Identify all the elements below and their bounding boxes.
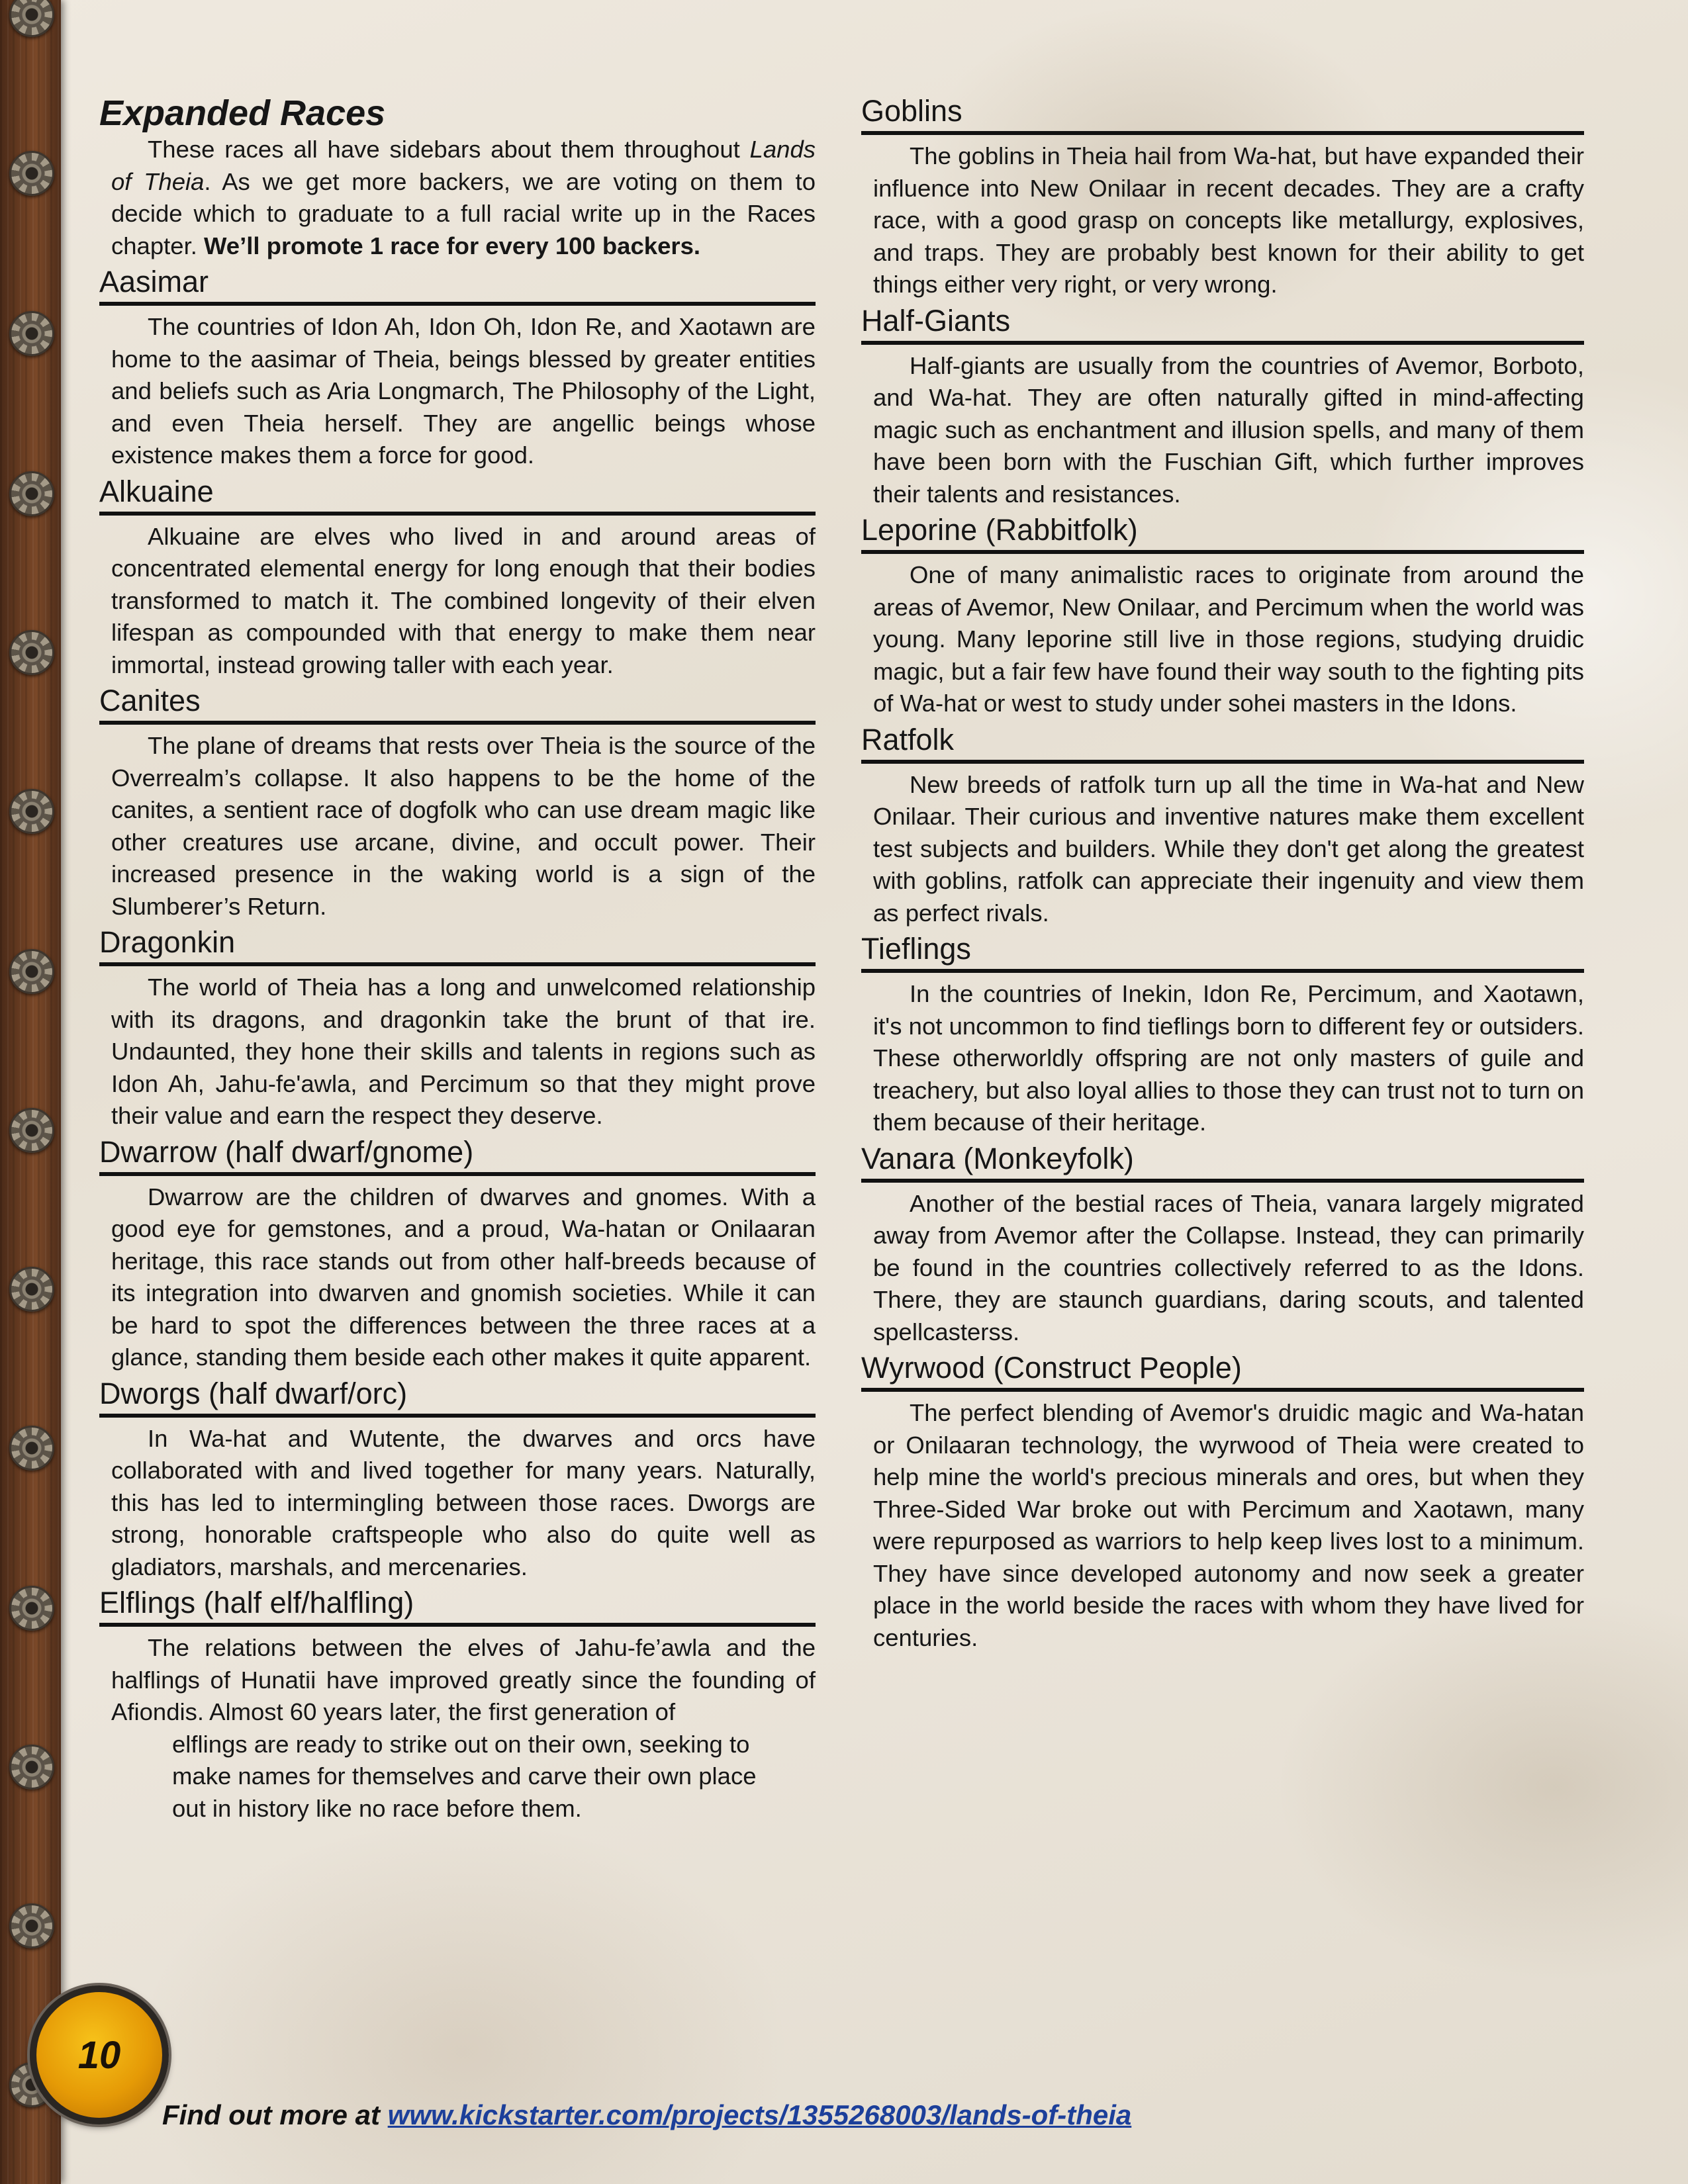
section-ratfolk xyxy=(861,720,1584,930)
footer-prefix: Find out more at xyxy=(162,2099,388,2130)
section-body-text: out in history like no race before them. xyxy=(172,1794,582,1822)
section-body xyxy=(111,1632,816,1825)
rivet-icon xyxy=(9,1586,54,1631)
section-body: Dwarrow are the children of dwarves and gnomes. With a good eye for gemstones, and a proud, Wa-hatan or Onilaaran heritage, this race stands out from other half-breeds because of its integration into dwarven and gnomish societies. While it can be hard to spot the differences between the three races at a glance, standing them beside each other makes it quite apparent. xyxy=(111,1183,816,1371)
rivet-icon xyxy=(9,1108,54,1153)
section-heading: Dwarrow (half dwarf/gnome) xyxy=(99,1132,816,1176)
rivet-icon xyxy=(9,1745,54,1790)
intro-book-title: Lands of Theia xyxy=(111,136,816,195)
section-heading: Dworgs (half dwarf/orc) xyxy=(99,1374,816,1418)
section-leporine xyxy=(861,510,1584,720)
section-body: Alkuaine are elves who lived in and around areas of concentrated elemental energy for long enough that their bodies transformed to match it. The combined longevity of their elven lifespan as compounded with that energy to make them near immortal, instead growing taller with each year. xyxy=(111,522,816,678)
rivet-icon xyxy=(9,311,54,356)
rivet-icon xyxy=(9,789,54,834)
section-body: In Wa-hat and Wutente, the dwarves and orcs have collaborated with and lived together for many years. Naturally, this has led to intermingling between those races. Dworgs are strong, honorable craftspeople who also do quite well as gladiators, marshals, and mercenaries. xyxy=(111,1424,816,1580)
section-dworgs xyxy=(99,1374,816,1584)
footer xyxy=(162,2099,1131,2131)
section-vanara xyxy=(861,1139,1584,1349)
section-heading: Ratfolk xyxy=(861,720,1584,764)
section-dragonkin xyxy=(99,923,816,1132)
section-body: In the countries of Inekin, Idon Re, Percimum, and Xaotawn, it's not uncommon to find tieflings born to different fey or outsiders. These otherworldly offspring are not only masters of guile and treachery, but also loyal allies to those they can trust not to turn on them because of their heritage. xyxy=(873,980,1584,1136)
section-dwarrow xyxy=(99,1132,816,1374)
section-heading: Leporine (Rabbitfolk) xyxy=(861,510,1584,554)
section-body-text: elflings are ready to strike out on their own, seeking to xyxy=(172,1730,750,1758)
section-heading: Dragonkin xyxy=(99,923,816,966)
rivet-icon xyxy=(9,151,54,196)
section-half-giants xyxy=(861,301,1584,511)
left-column xyxy=(99,93,816,1825)
wooden-spine xyxy=(0,0,61,2184)
section-body: New breeds of ratfolk turn up all the time in Wa-hat and New Onilaar. Their curious and inventive natures make them excellent test subjects and builders. While they don't get along the greatest with goblins, ratfolk can appreciate their ingenuity and view them as perfect rivals. xyxy=(873,770,1584,927)
rivet-icon xyxy=(9,1426,54,1471)
rivet-icon xyxy=(9,949,54,994)
section-body: One of many animalistic races to originate from around the areas of Avemor, New Onilaar, and Percimum when the world was young. Many leporine still live in those regions, studying druidic magic, but a fair few have found their way south to the fighting pits of Wa-hat or west to study under sohei masters in the Idons. xyxy=(873,561,1584,717)
section-body: The countries of Idon Ah, Idon Oh, Idon Re, and Xaotawn are home to the aasimar of Theia, beings blessed by greater entities and beliefs such as Aria Longmarch, The Philosophy of the Light, and even Theia herself. They are angellic beings whose existence makes them a force for good. xyxy=(111,313,816,469)
section-alkuaine xyxy=(99,472,816,682)
intro-text: . As we get more backers, we are voting on them to decide which to graduate to a full racial write up in the Races chapter. xyxy=(111,167,816,259)
section-heading: Goblins xyxy=(861,91,1584,135)
section-heading: Elflings (half elf/halfling) xyxy=(99,1583,816,1627)
page-number-badge xyxy=(30,1985,169,2124)
section-elflings xyxy=(99,1583,816,1825)
section-body: The world of Theia has a long and unwelcomed relationship with its dragons, and dragonkin take the brunt of that ire. Undaunted, they hone their skills and talents in regions such as Idon Ah, Jahu-fe'awla, and Percimum so that they might prove their value and earn the respect they deserve. xyxy=(111,974,816,1129)
section-body-text: The relations between the elves of Jahu-fe’awla and the halflings of Hunatii have improved greatly since the founding of Afiondis. Almost 60 years later, the first generation of xyxy=(111,1634,816,1725)
rivet-icon xyxy=(9,630,54,675)
page-number: 10 xyxy=(77,2033,121,2077)
section-canites xyxy=(99,681,816,923)
section-heading: Vanara (Monkeyfolk) xyxy=(861,1139,1584,1183)
section-heading: Canites xyxy=(99,681,816,725)
intro-paragraph xyxy=(111,134,816,262)
section-body-text: make names for themselves and carve their own place xyxy=(172,1762,757,1790)
rivet-icon xyxy=(9,1903,54,1948)
kickstarter-link[interactable]: www.kickstarter.com/projects/1355268003/lands-of-theia xyxy=(387,2099,1132,2130)
section-heading: Wyrwood (Construct People) xyxy=(861,1348,1584,1392)
section-heading: Aasimar xyxy=(99,262,816,306)
rivet-icon xyxy=(9,1267,54,1312)
section-wyrwood xyxy=(861,1348,1584,1654)
section-heading: Half-Giants xyxy=(861,301,1584,345)
right-column xyxy=(861,91,1584,1654)
rivet-icon xyxy=(9,471,54,516)
intro-text: These races all have sidebars about them throughout xyxy=(148,136,750,163)
rivet-icon xyxy=(9,0,54,37)
section-body: Another of the bestial races of Theia, vanara largely migrated away from Avemor after the Collapse. Instead, they can primarily be found in the countries collectively referred to as the Idons. There, they are staunch guardians, daring scouts, and talented spellcasterss. xyxy=(873,1189,1584,1345)
section-aasimar xyxy=(99,262,816,472)
section-body: The plane of dreams that rests over Theia is the source of the Overrealm’s collapse. It also happens to be the home of the canites, a sentient race of dogfolk who can use dream magic like other creatures use arcane, divine, and occult power. Their increased presence in the waking world is a sign of the Slumberer’s Return. xyxy=(111,732,816,920)
section-body: The goblins in Theia hail from Wa-hat, but have expanded their influence into New Onilaar in recent decades. They are a crafty race, with a good grasp on concepts like metallurgy, explosives, and traps. They are probably best known for their ability to get things either very right, or very wrong. xyxy=(873,142,1584,298)
intro-promise: We’ll promote 1 race for every 100 backers. xyxy=(204,232,701,259)
page-title: Expanded Races xyxy=(99,93,386,133)
section-body: The perfect blending of Avemor's druidic magic and Wa-hatan or Onilaaran technology, the wyrwood of Theia were created to help mine the world's precious minerals and ores, but when they Three-Sided War broke out with Percimum and Xaotawn, many were repurposed as warriors to help keep lives lost to a minimum. They have since developed autonomy and now seek a greater place in the world beside the races with whom they have lived for centuries. xyxy=(873,1399,1584,1651)
section-goblins xyxy=(861,91,1584,301)
section-heading: Alkuaine xyxy=(99,472,816,516)
section-heading: Tieflings xyxy=(861,929,1584,973)
section-tieflings xyxy=(861,929,1584,1139)
section-body: Half-giants are usually from the countries of Avemor, Borboto, and Wa-hat. They are often naturally gifted in mind-affecting magic such as enchantment and illusion spells, and many of them have been born with the Fuschian Gift, which further improves their talents and resistances. xyxy=(873,351,1584,508)
